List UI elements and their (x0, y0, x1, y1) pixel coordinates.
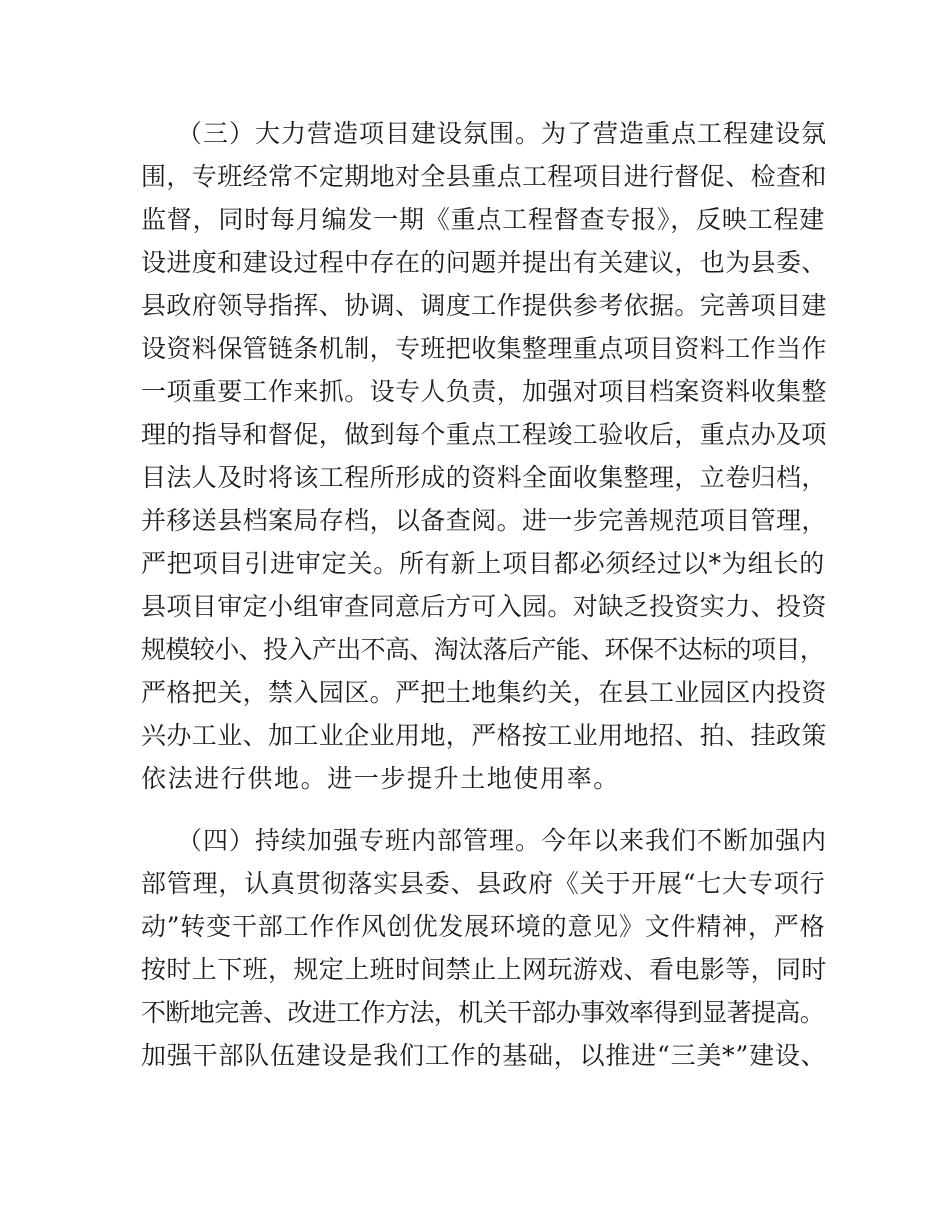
paragraph-line: 设资料保管链条机制，专班把收集整理重点项目资料工作当作 (141, 334, 827, 363)
paragraph-line: 动”转变干部工作作风创优发展环境的意见》文件精神，严格 (141, 912, 826, 941)
paragraph-line: 规模较小、投入产出不高、淘汰落后产能、环保不达标的项目， (141, 635, 825, 664)
paragraph-line: （四）持续加强专班内部管理。今年以来我们不断加强内 (177, 826, 828, 855)
paragraph-line: 不断地完善、改进工作方法，机关干部办事效率得到显著提高。 (141, 998, 825, 1027)
paragraph-line: 设进度和建设过程中存在的问题并提出有关建议，也为县委、 (141, 248, 827, 277)
paragraph-line: 监督，同时每月编发一期《重点工程督查专报》，反映工程建 (141, 205, 826, 234)
paragraph-line: 理的指导和督促，做到每个重点工程竣工验收后，重点办及项 (141, 420, 827, 449)
paragraph-line: 并移送县档案局存档，以备查阅。进一步完善规范项目管理， (141, 506, 827, 535)
paragraph-line: 按时上下班，规定上班时间禁止上网玩游戏、看电影等，同时 (141, 955, 827, 984)
paragraph-line: （三）大力营造项目建设氛围。为了营造重点工程建设氛 (177, 119, 828, 148)
paragraph-line: 兴办工业、加工业企业用地，严格按工业用地招、拍、挂政策 (141, 721, 827, 750)
paragraph-line: 加强干部队伍建设是我们工作的基础，以推进“三美*”建设、 (141, 1041, 827, 1070)
paragraph-line: 部管理，认真贯彻落实县委、县政府《关于开展“七大专项行 (141, 869, 826, 898)
paragraph-line: 依法进行供地。进一步提升土地使用率。 (141, 764, 620, 793)
paragraph-line: 县项目审定小组审查同意后方可入园。对缺乏投资实力、投资 (141, 592, 827, 621)
paragraph-line: 一项重要工作来抓。设专人负责，加强对项目档案资料收集整 (141, 377, 827, 406)
paragraph-line: 围，专班经常不定期地对全县重点工程项目进行督促、检查和 (141, 162, 827, 191)
paragraph-line: 目法人及时将该工程所形成的资料全面收集整理，立卷归档， (141, 463, 827, 492)
paragraph-line: 县政府领导指挥、协调、调度工作提供参考依据。完善项目建 (141, 291, 827, 320)
paragraph-line: 严格把关，禁入园区。严把土地集约关，在县工业园区内投资 (141, 678, 827, 707)
paragraph-line: 严把项目引进审定关。所有新上项目都必须经过以*为组长的 (141, 549, 826, 578)
